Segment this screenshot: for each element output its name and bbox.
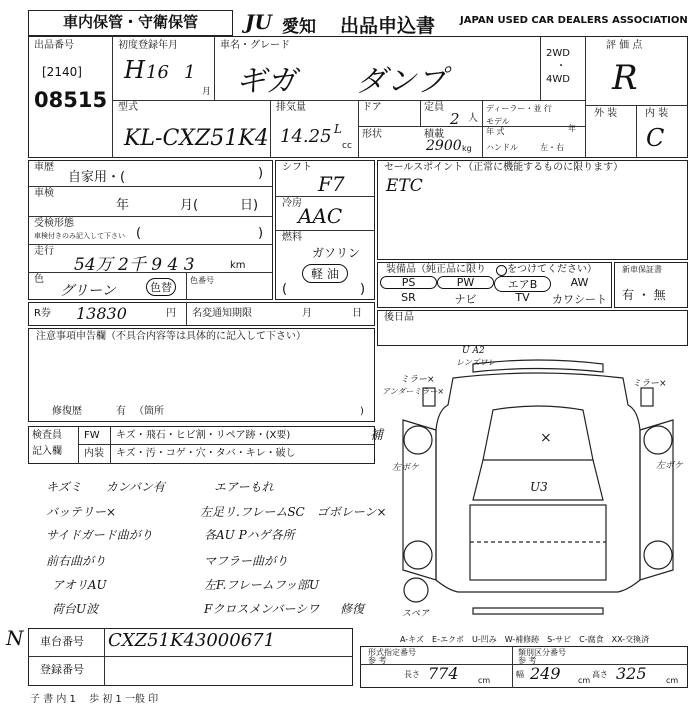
inspector-note: マフラー曲がり <box>204 554 289 568</box>
inspection-day: 日) <box>240 198 259 213</box>
equipment-item: AW <box>570 276 589 289</box>
name-change-label: 名変通知期限 <box>192 308 252 319</box>
diagram-label-right-dent: 左ボケ <box>656 461 684 471</box>
inspector-note: サイドガード曲がり <box>46 528 153 542</box>
post-equipment-label: 後日品 <box>384 312 414 323</box>
doors-label: ドア <box>362 102 382 113</box>
chassis-value: CXZ51K43000671 <box>108 630 276 651</box>
inspector-note: 左足リ.フレームSC ゴボレーン× <box>200 505 387 519</box>
name-change-day: 日 <box>352 308 362 319</box>
inspector-note: アオリAU <box>52 578 107 592</box>
bottom-strip: 子 書 内 1 歩 初 1 一般 印 <box>30 694 159 705</box>
mileage-label: 走行 <box>34 246 54 257</box>
mileage-value: 54万 2千 9 4 3 <box>74 255 195 275</box>
recycle-unit: 円 <box>166 308 176 319</box>
drive-option-4wd: 4WD <box>546 74 570 85</box>
capacity-label: 定員 <box>424 102 444 113</box>
equipment-item: SR <box>401 291 416 304</box>
lot-sub-number: [2140] <box>42 65 82 79</box>
side-mark: N <box>6 626 24 650</box>
name-change-month: 月 <box>302 308 312 319</box>
damage-legend: A-キズ E-エクボ U-凹み W-補修跡 S-サビ C-腐食 XX-交換済 <box>400 635 650 644</box>
inspection-year: 年 <box>116 198 130 213</box>
model-year-label1: モデル <box>486 117 510 126</box>
exterior-label: 外 装 <box>594 108 618 119</box>
equipment-label: 装備品（純正品に限り <box>386 264 486 275</box>
inspector-note: 前右曲がり <box>46 554 107 568</box>
repair-close: ) <box>360 406 364 417</box>
capacity-unit: 人 <box>468 113 478 124</box>
inspector-mark: 補 <box>370 428 384 443</box>
fuel-selected-circled: 軽 油 <box>302 264 348 283</box>
inspector-note: バッテリー× <box>46 505 117 519</box>
sales-point-label: セールスポイント（正常に機能するものに限ります） <box>384 162 624 173</box>
mileage-unit: km <box>230 260 246 271</box>
handle-label: ハンドル <box>486 143 518 152</box>
inspection-month: 月( <box>180 198 199 213</box>
first-registration-era: H <box>124 56 145 84</box>
load-value: 2900 <box>426 138 462 154</box>
inspector-interior: 内装 <box>84 448 104 459</box>
inspection-form-open: ( <box>136 226 142 241</box>
warranty-label: 新車保証書 <box>622 265 662 274</box>
inspector-note: 各AU Pハゲ各所 <box>204 528 295 542</box>
recycle-label: R券 <box>34 308 51 319</box>
diagram-label-under-mirror: アンダーミラー× <box>382 387 445 396</box>
displacement-value: 14.25 <box>280 126 332 147</box>
diagram-label-u3: U3 <box>530 480 548 494</box>
history-close: ) <box>258 166 264 181</box>
reg-number-label: 登録番号 <box>40 663 84 676</box>
inspector-note: 荷台U波 <box>52 602 99 616</box>
inspector-note: 左F.フレームフッ部U <box>204 578 320 592</box>
equipment-item: PS <box>380 276 437 289</box>
equipment-item: PW <box>437 276 494 289</box>
dealer-label: ディーラー・並 行 <box>486 104 552 113</box>
post-equipment-block <box>377 310 688 346</box>
color-label: 色 <box>34 274 44 285</box>
displacement-unit: cc <box>342 141 352 151</box>
dimensions-label1: 形式指定番号 <box>368 648 416 657</box>
dimensions-sub1: 参 考 <box>368 656 387 665</box>
inspector-label2: 記入欄 <box>32 446 62 457</box>
load-unit: kg <box>462 144 472 153</box>
diagram-label-lens: レンズワレ <box>456 358 496 367</box>
inspection-form-note: 車検付きのみ記入して下さい <box>34 232 125 240</box>
height-unit: cm <box>666 676 679 685</box>
length-value: 774 <box>428 664 459 683</box>
inspector-note: 修復 <box>340 602 365 616</box>
diagram-label-ua2: U A2 <box>462 346 485 356</box>
model-value: KL-CXZ51K4 <box>124 126 269 151</box>
equipment-item: エアB <box>494 276 551 292</box>
rating-value: R <box>612 58 638 98</box>
shift-label: シフト <box>282 162 312 173</box>
recycle-value: 13830 <box>76 304 127 323</box>
inspector-label: 検査員 <box>32 430 62 441</box>
diagram-label-mirror-right: ミラー× <box>632 379 667 389</box>
fuel-paren-close: ) <box>360 282 366 297</box>
repair-have: 有 <box>116 406 126 417</box>
inspector-note: Fクロスメンバーシワ <box>204 602 320 616</box>
inspector-row2: キズ・汚・コゲ・穴・タバ・キレ・破し <box>116 448 296 459</box>
equipment-item: TV <box>515 291 530 304</box>
interior-label: 内 装 <box>645 108 669 119</box>
warranty-options: 有 ・ 無 <box>622 288 666 302</box>
height-label: 高さ <box>592 670 608 679</box>
inspector-row1: キズ・飛石・ヒビ割・リペア跡・(X要) <box>116 430 291 441</box>
aircon-label: 冷房 <box>282 198 302 209</box>
fuel-paren-open: ( <box>282 282 288 297</box>
form-title: 出品申込書 <box>340 15 436 37</box>
inspection-form-close: ) <box>258 226 264 241</box>
inspector-fw: FW <box>84 430 100 441</box>
lot-number: 08515 <box>34 88 108 112</box>
model-year-unit: 年 <box>568 124 576 133</box>
diagram-label-left-dent: 左ボケ <box>392 463 420 473</box>
history-label: 車歴 <box>34 162 54 173</box>
logo-text: 愛知 <box>282 17 316 37</box>
diagram-label-mirror-left: ミラー× <box>400 375 435 385</box>
name-grade-value: ギガ ダンプ <box>236 64 447 99</box>
dimensions-label2: 類別区分番号 <box>518 648 566 657</box>
repair-place: （箇所 <box>134 406 164 417</box>
first-registration-month-unit: 月 <box>202 87 212 97</box>
displacement-label: 排気量 <box>276 102 306 113</box>
fuel-value: ガソリン <box>312 246 361 260</box>
equipment-circle-note: をつけてください） <box>507 264 597 275</box>
color-value: グリーン <box>60 283 116 299</box>
dimensions-sub2: 参 考 <box>518 656 537 665</box>
aircon-value: AAC <box>298 204 343 228</box>
inspector-note: エアーもれ <box>214 480 274 494</box>
interior-value: C <box>646 124 665 152</box>
width-value: 249 <box>530 664 561 683</box>
handle-options: 左・右 <box>540 143 564 152</box>
model-year-label2: 年 式 <box>486 127 505 136</box>
fuel-label: 燃料 <box>282 232 302 243</box>
drive-option-2wd: 2WD <box>546 48 570 59</box>
association-name: JAPAN USED CAR DEALERS ASSOCIATION <box>460 15 688 26</box>
remarks-label: 注意事項申告欄（不具合内容等は具体的に記入して下さい） <box>36 331 306 342</box>
model-label: 型式 <box>118 102 138 113</box>
inspector-note: キズミ カンバン有 <box>46 480 165 494</box>
width-label: 幅 <box>516 670 524 679</box>
storage-label: 車内保管・守衛保管 <box>28 10 233 36</box>
load-label: 積載 <box>424 129 444 140</box>
color-repaint-circled: 色替 <box>146 278 176 296</box>
repair-history-label: 修復歴 <box>52 406 82 417</box>
first-registration-label: 初度登録年月 <box>118 40 178 51</box>
shape-label: 形状 <box>362 129 382 140</box>
drive-separator: ・ <box>556 61 566 72</box>
inspection-label: 車検 <box>34 188 54 199</box>
first-registration-year: 16 <box>146 62 169 83</box>
length-unit: cm <box>478 676 491 685</box>
sales-point-block <box>377 160 688 260</box>
equipment-item: カワシート <box>552 293 607 306</box>
lot-label: 出品番号 <box>34 40 74 51</box>
diagram-label-spare: スペア <box>402 609 430 619</box>
logo-mark: JU <box>245 10 272 34</box>
inspection-form-label: 受検形態 <box>34 218 74 229</box>
diagram-label-x: × <box>540 430 552 446</box>
name-grade-label: 車名・グレード <box>220 40 290 51</box>
history-value: 自家用・( <box>68 170 126 185</box>
sales-point-value: ETC <box>386 176 423 196</box>
rating-label: 評 価 点 <box>606 40 643 51</box>
displacement-unit-mark: L <box>334 122 342 136</box>
first-registration-month: 1 <box>184 62 196 83</box>
height-value: 325 <box>616 664 647 683</box>
color-number-label: 色番号 <box>190 276 214 285</box>
capacity-value: 2 <box>450 110 460 128</box>
shift-value: F7 <box>318 172 345 196</box>
length-label: 長さ <box>404 670 420 679</box>
width-unit: cm <box>578 676 591 685</box>
chassis-label: 車台番号 <box>40 635 84 648</box>
equipment-item: ナビ <box>454 293 477 306</box>
